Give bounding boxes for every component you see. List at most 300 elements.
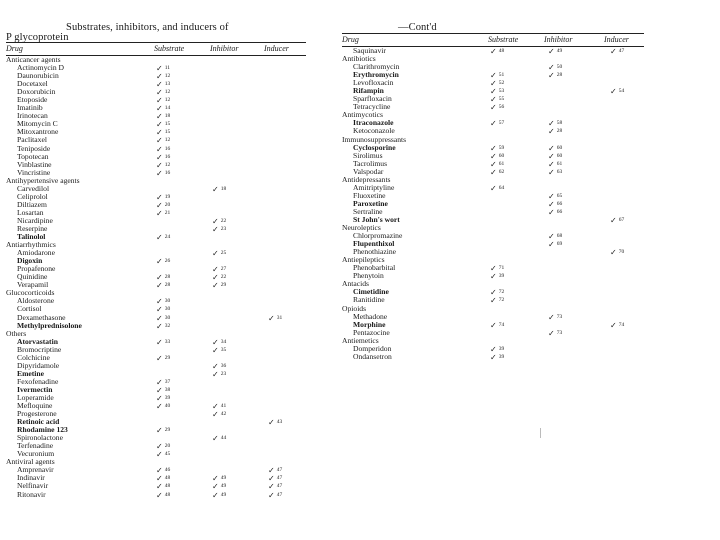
reference-number: 50 (556, 64, 563, 71)
header-substrate: Substrate (154, 44, 185, 53)
check-icon: ✓ (490, 103, 497, 113)
table-row (6, 474, 306, 482)
check-icon: ✓ (156, 104, 163, 114)
check-icon: ✓ (268, 466, 275, 476)
check-icon: ✓ (490, 87, 497, 97)
reference-number: 12 (164, 97, 171, 104)
check-icon: ✓ (212, 281, 219, 291)
table-row (342, 144, 644, 152)
drug-name: Amprenavir (17, 465, 54, 475)
reference-number: 23 (220, 370, 227, 377)
check-icon: ✓ (156, 168, 163, 178)
drug-name: Emetine (17, 368, 44, 378)
table-row (342, 329, 644, 337)
table-row (342, 200, 644, 208)
reference-number: 49 (220, 491, 227, 498)
table-row (342, 264, 644, 272)
drug-name: Nelfinavir (17, 481, 49, 491)
reference-number: 45 (164, 451, 171, 458)
reference-number: 39 (164, 394, 171, 401)
table-row (342, 184, 644, 192)
check-icon: ✓ (212, 490, 219, 500)
table-row (6, 88, 306, 96)
reference-number: 72 (498, 289, 505, 296)
reference-number: 54 (618, 88, 625, 95)
reference-number: 44 (220, 435, 227, 442)
drug-name: Bromocriptine (17, 344, 62, 354)
drug-name: Nicardipine (17, 215, 53, 225)
drug-name: Domperidon (353, 343, 392, 353)
check-icon: ✓ (490, 95, 497, 105)
table-row (342, 353, 644, 361)
reference-number: 16 (164, 153, 171, 160)
table-row (6, 128, 306, 136)
table-row (6, 136, 306, 144)
drug-name: Phenothiazine (353, 247, 397, 257)
drug-name: Carvedilol (17, 183, 50, 193)
check-icon: ✓ (490, 352, 497, 362)
check-icon: ✓ (490, 71, 497, 81)
check-icon: ✓ (548, 151, 555, 161)
reference-number: 36 (220, 362, 227, 369)
reference-number: 61 (498, 160, 505, 167)
table-row (6, 273, 306, 281)
drug-name: Paroxetine (353, 198, 388, 208)
check-icon: ✓ (610, 248, 617, 258)
reference-number: 66 (556, 200, 563, 207)
drug-name: Paclitaxel (17, 135, 47, 145)
header-inducer: Inducer (604, 35, 629, 44)
drug-name: Spironolactone (17, 433, 63, 443)
reference-number: 30 (164, 298, 171, 305)
check-icon: ✓ (156, 442, 163, 452)
drug-name: Sirolimus (353, 150, 383, 160)
drug-name: Etoposide (17, 95, 48, 105)
check-icon: ✓ (156, 160, 163, 170)
table-title: Substrates, inhibitors, and inducers of (66, 22, 229, 33)
check-icon: ✓ (212, 224, 219, 234)
check-icon: ✓ (490, 143, 497, 153)
drug-name: Irinotecan (17, 111, 48, 121)
reference-number: 22 (220, 274, 227, 281)
reference-number: 55 (498, 96, 505, 103)
reference-number: 25 (220, 250, 227, 257)
reference-number: 74 (618, 321, 625, 328)
drug-name: Phenobarbital (353, 263, 396, 273)
drug-name: Ranitidine (353, 295, 385, 305)
check-icon: ✓ (490, 296, 497, 306)
drug-name: Colchicine (17, 352, 50, 362)
drug-name: Aldosterone (17, 296, 55, 306)
category-label: Antihypertensive agents (6, 175, 80, 185)
check-icon: ✓ (212, 273, 219, 283)
reference-number: 15 (164, 129, 171, 136)
drug-name: Vinblastine (17, 159, 52, 169)
reference-number: 20 (164, 443, 171, 450)
substrate-mark (490, 353, 504, 362)
check-icon: ✓ (156, 88, 163, 98)
drug-name: Ritonavir (17, 489, 46, 499)
reference-number: 70 (618, 249, 625, 256)
drug-name: St John's wort (353, 214, 400, 224)
category-label: Antiepileptics (342, 255, 385, 265)
check-icon: ✓ (212, 410, 219, 420)
reference-number: 20 (164, 201, 171, 208)
check-icon: ✓ (548, 159, 555, 169)
check-icon: ✓ (490, 159, 497, 169)
drug-name: Tacrolimus (353, 158, 388, 168)
check-icon: ✓ (490, 79, 497, 89)
category-row (6, 177, 306, 185)
check-icon: ✓ (156, 208, 163, 218)
check-icon: ✓ (156, 192, 163, 202)
check-icon: ✓ (212, 369, 219, 379)
drug-name: Cortisol (17, 304, 42, 314)
drug-name: Morphine (353, 319, 386, 329)
drug-name: Celiprolol (17, 191, 48, 201)
drug-name: Clarithromycin (353, 62, 400, 72)
reference-number: 48 (164, 483, 171, 490)
drug-name: Sparfloxacin (353, 94, 392, 104)
table-row (342, 288, 644, 296)
check-icon: ✓ (548, 63, 555, 73)
reference-number: 42 (220, 411, 227, 418)
substrate-mark (156, 491, 170, 500)
check-icon: ✓ (490, 47, 497, 56)
header-drug: Drug (6, 44, 23, 53)
check-icon: ✓ (490, 119, 497, 129)
check-icon: ✓ (156, 80, 163, 90)
drug-name: Mitomycin C (17, 119, 58, 129)
check-icon: ✓ (212, 337, 219, 347)
drug-name: Losartan (17, 207, 44, 217)
check-icon: ✓ (156, 305, 163, 315)
check-icon: ✓ (548, 199, 555, 209)
table-row (342, 160, 644, 168)
check-icon: ✓ (156, 64, 163, 74)
reference-number: 29 (164, 427, 171, 434)
drug-name: Rifampin (353, 86, 384, 96)
check-icon: ✓ (156, 96, 163, 106)
drug-name: Pentazocine (353, 327, 390, 337)
check-icon: ✓ (610, 47, 617, 56)
table-header (342, 33, 644, 47)
reference-number: 32 (164, 322, 171, 329)
reference-number: 13 (164, 81, 171, 88)
table-row (342, 313, 644, 321)
drug-name: Verapamil (17, 280, 49, 290)
reference-number: 21 (164, 209, 171, 216)
reference-number: 51 (498, 72, 505, 79)
reference-number: 49 (220, 475, 227, 482)
table-body (6, 56, 306, 499)
drug-name: Methylprednisolone (17, 320, 82, 330)
table-row (342, 272, 644, 280)
drug-name: Actinomycin D (17, 63, 65, 73)
check-icon: ✓ (156, 393, 163, 403)
check-icon: ✓ (490, 344, 497, 354)
check-icon: ✓ (156, 353, 163, 363)
drug-name: Docetaxel (17, 79, 48, 89)
table-title: —Cont'd (398, 22, 437, 33)
table-body (342, 47, 644, 361)
table-row (6, 161, 306, 169)
check-icon: ✓ (156, 482, 163, 492)
check-icon: ✓ (268, 418, 275, 428)
check-icon: ✓ (212, 361, 219, 371)
reference-number: 61 (556, 160, 563, 167)
check-icon: ✓ (610, 215, 617, 225)
reference-number: 47 (276, 475, 283, 482)
drug-name: Quinidine (17, 272, 48, 282)
table-row (6, 201, 306, 209)
reference-number: 52 (498, 80, 505, 87)
check-icon: ✓ (548, 207, 555, 217)
check-icon: ✓ (156, 402, 163, 412)
table-row (6, 482, 306, 490)
check-icon: ✓ (490, 272, 497, 282)
reference-number: 12 (164, 137, 171, 144)
reference-number: 39 (498, 353, 505, 360)
reference-number: 56 (498, 104, 505, 111)
header-substrate: Substrate (488, 35, 519, 44)
table-header (6, 42, 306, 56)
reference-number: 47 (276, 491, 283, 498)
drug-name: Fluoxetine (353, 190, 386, 200)
check-icon: ✓ (490, 151, 497, 161)
category-label: Antimycotics (342, 110, 383, 120)
reference-number: 39 (498, 345, 505, 352)
reference-number: 41 (220, 403, 227, 410)
drug-name: Propafenone (17, 264, 56, 274)
check-icon: ✓ (156, 72, 163, 82)
header-inhibitor: Inhibitor (544, 35, 573, 44)
drug-name: Phenytoin (353, 271, 384, 281)
check-icon: ✓ (548, 119, 555, 129)
table-row (6, 297, 306, 305)
drug-name: Doxorubicin (17, 87, 56, 97)
check-icon: ✓ (548, 240, 555, 250)
table-row (342, 248, 644, 256)
check-icon: ✓ (156, 385, 163, 395)
drug-name: Dexamethasone (17, 312, 66, 322)
reference-number: 65 (556, 192, 563, 199)
drug-name: Digoxin (17, 256, 43, 266)
drug-name: Amiodarone (17, 248, 55, 258)
check-icon: ✓ (156, 152, 163, 162)
inducer-mark (268, 491, 282, 500)
table-row (6, 72, 306, 80)
check-icon: ✓ (268, 482, 275, 492)
reference-number: 27 (220, 266, 227, 273)
inhibitor-mark (212, 491, 226, 500)
reference-number: 58 (556, 120, 563, 127)
check-icon: ✓ (212, 434, 219, 444)
reference-number: 23 (220, 225, 227, 232)
reference-number: 60 (556, 152, 563, 159)
check-icon: ✓ (490, 320, 497, 330)
check-icon: ✓ (548, 232, 555, 242)
drug-name: Levofloxacin (353, 78, 394, 88)
check-icon: ✓ (156, 297, 163, 307)
drug-name: Itraconazole (353, 118, 394, 128)
category-label: Antiemetics (342, 335, 379, 345)
table-row (6, 104, 306, 112)
check-icon: ✓ (490, 264, 497, 274)
reference-number: 43 (276, 419, 283, 426)
drug-name: Daunorubicin (17, 71, 59, 81)
table-row (6, 265, 306, 273)
check-icon: ✓ (156, 313, 163, 323)
check-icon: ✓ (156, 136, 163, 146)
drug-name: Valspodar (353, 166, 384, 176)
reference-number: 64 (498, 184, 505, 191)
check-icon: ✓ (548, 328, 555, 338)
table-title-continued: P glycoprotein (6, 32, 69, 43)
reference-number: 28 (556, 72, 563, 79)
check-icon: ✓ (268, 490, 275, 500)
reference-number: 40 (164, 403, 171, 410)
drug-name: Ivermectin (17, 384, 53, 394)
check-icon: ✓ (490, 288, 497, 298)
reference-number: 19 (164, 193, 171, 200)
drug-name: Erythromycin (353, 70, 399, 80)
reference-number: 68 (556, 233, 563, 240)
check-icon: ✓ (548, 143, 555, 153)
table-row (6, 193, 306, 201)
reference-number: 28 (164, 282, 171, 289)
header-inducer: Inducer (264, 44, 289, 53)
check-icon: ✓ (212, 402, 219, 412)
drug-name: Terfenadine (17, 441, 54, 451)
category-label: Antacids (342, 279, 369, 289)
drug-name: Imatinib (17, 103, 43, 113)
reference-number: 22 (220, 217, 227, 224)
reference-number: 29 (164, 354, 171, 361)
category-label: Antiviral agents (6, 457, 55, 467)
reference-number: 73 (556, 329, 563, 336)
check-icon: ✓ (156, 233, 163, 243)
check-icon: ✓ (548, 191, 555, 201)
reference-number: 12 (164, 161, 171, 168)
drug-name: Indinavir (17, 473, 45, 483)
table-row (6, 145, 306, 153)
table-row (6, 217, 306, 225)
table-row (342, 216, 644, 224)
drug-name: Vincristine (17, 167, 51, 177)
check-icon: ✓ (156, 426, 163, 436)
reference-number: 16 (164, 169, 171, 176)
drug-name: Chlorpromazine (353, 231, 403, 241)
table-row (6, 491, 306, 499)
table-row (6, 249, 306, 257)
reference-number: 48 (164, 491, 171, 498)
reference-number: 12 (164, 73, 171, 80)
check-icon: ✓ (610, 320, 617, 330)
reference-number: 48 (164, 475, 171, 482)
drug-name: Retinoic acid (17, 417, 60, 427)
check-icon: ✓ (268, 474, 275, 484)
reference-number: 62 (498, 168, 505, 175)
table-row (342, 47, 644, 55)
drug-name: Reserpine (17, 223, 48, 233)
check-icon: ✓ (548, 312, 555, 322)
reference-number: 74 (498, 321, 505, 328)
drug-name: Saquinavir (353, 46, 386, 55)
drug-name: Atorvastatin (17, 336, 58, 346)
table-row (6, 466, 306, 474)
drug-name: Diltiazem (17, 199, 47, 209)
reference-number: 28 (556, 128, 563, 135)
drug-name: Progesterone (17, 409, 57, 419)
reference-number: 73 (556, 313, 563, 320)
reference-number: 59 (498, 144, 505, 151)
table-row (342, 296, 644, 304)
reference-number: 47 (276, 467, 283, 474)
drug-name: Dipyridamole (17, 360, 60, 370)
check-icon: ✓ (268, 313, 275, 323)
check-icon: ✓ (156, 144, 163, 154)
check-icon: ✓ (490, 183, 497, 193)
reference-number: 49 (220, 483, 227, 490)
check-icon: ✓ (156, 281, 163, 291)
table-row (6, 346, 306, 354)
reference-number: 67 (618, 216, 625, 223)
drug-name: Tetracycline (353, 102, 391, 112)
drug-name: Flupenthixol (353, 239, 395, 249)
reference-number: 37 (164, 378, 171, 385)
check-icon: ✓ (156, 490, 163, 500)
check-icon: ✓ (548, 167, 555, 177)
check-icon: ✓ (490, 167, 497, 177)
check-icon: ✓ (156, 450, 163, 460)
scan-artifact (540, 428, 541, 438)
check-icon: ✓ (212, 482, 219, 492)
drug-name: Sertraline (353, 206, 383, 216)
drug-name: Teniposide (17, 143, 51, 153)
reference-number: 28 (164, 274, 171, 281)
reference-number: 26 (164, 258, 171, 265)
reference-number: 33 (164, 338, 171, 345)
drug-name: Fexofenadine (17, 376, 59, 386)
reference-number: 18 (164, 113, 171, 120)
check-icon: ✓ (212, 345, 219, 355)
check-icon: ✓ (156, 200, 163, 210)
reference-number: 35 (220, 346, 227, 353)
check-icon: ✓ (212, 249, 219, 259)
reference-number: 69 (556, 241, 563, 248)
drug-name: Mefloquine (17, 401, 53, 411)
check-icon: ✓ (548, 127, 555, 137)
header-inhibitor: Inhibitor (210, 44, 239, 53)
check-icon: ✓ (548, 47, 555, 56)
check-icon: ✓ (156, 128, 163, 138)
category-row (342, 305, 644, 313)
check-icon: ✓ (212, 474, 219, 484)
check-icon: ✓ (156, 321, 163, 331)
check-icon: ✓ (156, 337, 163, 347)
reference-number: 63 (556, 168, 563, 175)
reference-number: 71 (498, 265, 505, 272)
drug-name: Talinolol (17, 232, 46, 242)
reference-number: 31 (276, 314, 283, 321)
check-icon: ✓ (156, 466, 163, 476)
reference-number: 48 (498, 48, 505, 54)
reference-number: 16 (164, 145, 171, 152)
drug-name: Rhodamine 123 (17, 425, 68, 435)
reference-number: 12 (164, 89, 171, 96)
drug-name: Ketoconazole (353, 126, 395, 136)
